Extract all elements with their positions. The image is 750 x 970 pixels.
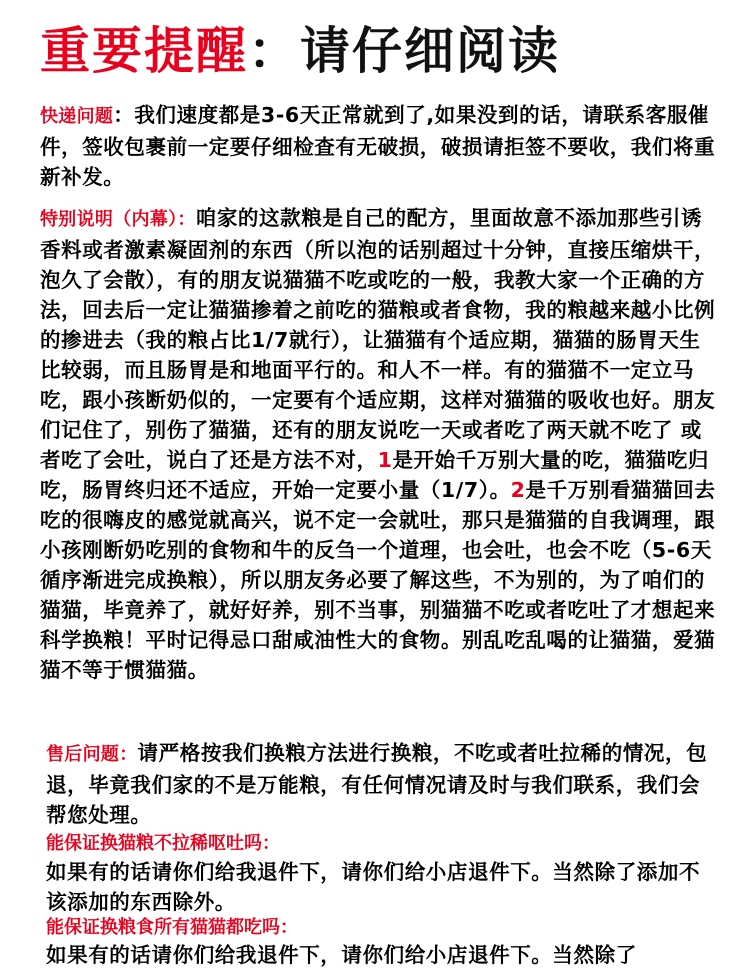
aftersale-sep: ： <box>119 744 138 765</box>
special-text-b: 是开始千万别大量的吃，猫猫吃归吃，肠胃终归还不适应，开始一定要小量（1/7）。 <box>40 448 709 502</box>
special-text-a: 咱家的这款粮是自己的配方，里面故意不添加那些引诱香料或者激素凝固剂的东西（所以泡的话别超过十分钟，直接压缩烘干，泡久了会散），有的朋友说猫猫不吃或吃的一般，我教大家一个正确的方法，回去后一定让猫猫掺着之前吃的猫粮或者食物，我的粮越来越小比例的掺进去（我的粮占比1/7就行），让猫猫有个适应期，猫猫的肠胃天生比较弱，而且肠胃是和地面平行的。和人不一样。有的猫猫不一定立马吃，跟小孩断奶似的，一定要有个适应期，这样对猫猫的吸收也好。朋友们记住了，别伤了猫猫，还有的朋友说吃一天或者吃了两天就不吃了 或者吃了会吐，说白了还是方法不对， <box>40 206 716 472</box>
faq1-answer: 如果有的话请你们给我退件下，请你们给小店退件下。当然除了添加不该添加的东西除外。 <box>46 860 701 914</box>
special-number-1: 1 <box>377 448 393 472</box>
faq2-answer-clip <box>46 936 726 967</box>
title-highlight: 重要提醒 <box>40 22 248 80</box>
faq2-question: 能保证换粮食所有猫猫都吃吗： <box>46 917 298 938</box>
express-sep: ： <box>113 103 135 127</box>
special-text-c: 是千万别看猫猫回去吃的很嗨皮的感觉就高兴，说不定一会就吐，那只是猫猫的自我调理，跟小孩刚断奶吃别的食物和牛的反刍一个道理，也会吐，也会不吃（5-6天循序渐进完成换粮），所以朋友务必要了解这些，不为别的，为了咱们的猫猫，毕竟养了，就好好养，别不当事，别猫猫不吃或者吃吐了才想起来科学换粮！平时记得忌口甜咸油性大的食物。别乱吃乱喝的让猫猫，爱猫猫不等于惯猫猫。 <box>40 478 716 682</box>
special-label: 特别说明（内幕） <box>40 209 178 230</box>
aftersale-text: 请严格按我们换粮方法进行换粮，不吃或者吐拉稀的情况，包退，毕竟我们家的不是万能粮，有任何情况请及时与我们联系，我们会帮您处理。 <box>46 741 708 827</box>
faq2-answer: 如果有的话请你们给我退件下，请你们给小店退件下。当然除了 <box>46 943 637 967</box>
special-sep: ： <box>177 209 196 230</box>
express-label: 快递问题 <box>40 106 114 127</box>
special-number-2: 2 <box>510 478 526 502</box>
special-section <box>40 203 718 685</box>
express-section <box>40 100 720 192</box>
title-rest: ：请仔细阅读 <box>248 22 560 80</box>
aftersale-section <box>46 738 718 830</box>
express-text: 我们速度都是3-6天正常就到了,如果没到的话，请联系客服催件，签收包裹前一定要仔细检查有无破损，破损请拒签不要收，我们将重新补发。 <box>40 103 716 189</box>
faq1-question: 能保证换猫粮不拉稀呕吐吗： <box>46 833 280 854</box>
page-title <box>40 18 560 84</box>
aftersale-label: 售后问题 <box>46 744 120 765</box>
